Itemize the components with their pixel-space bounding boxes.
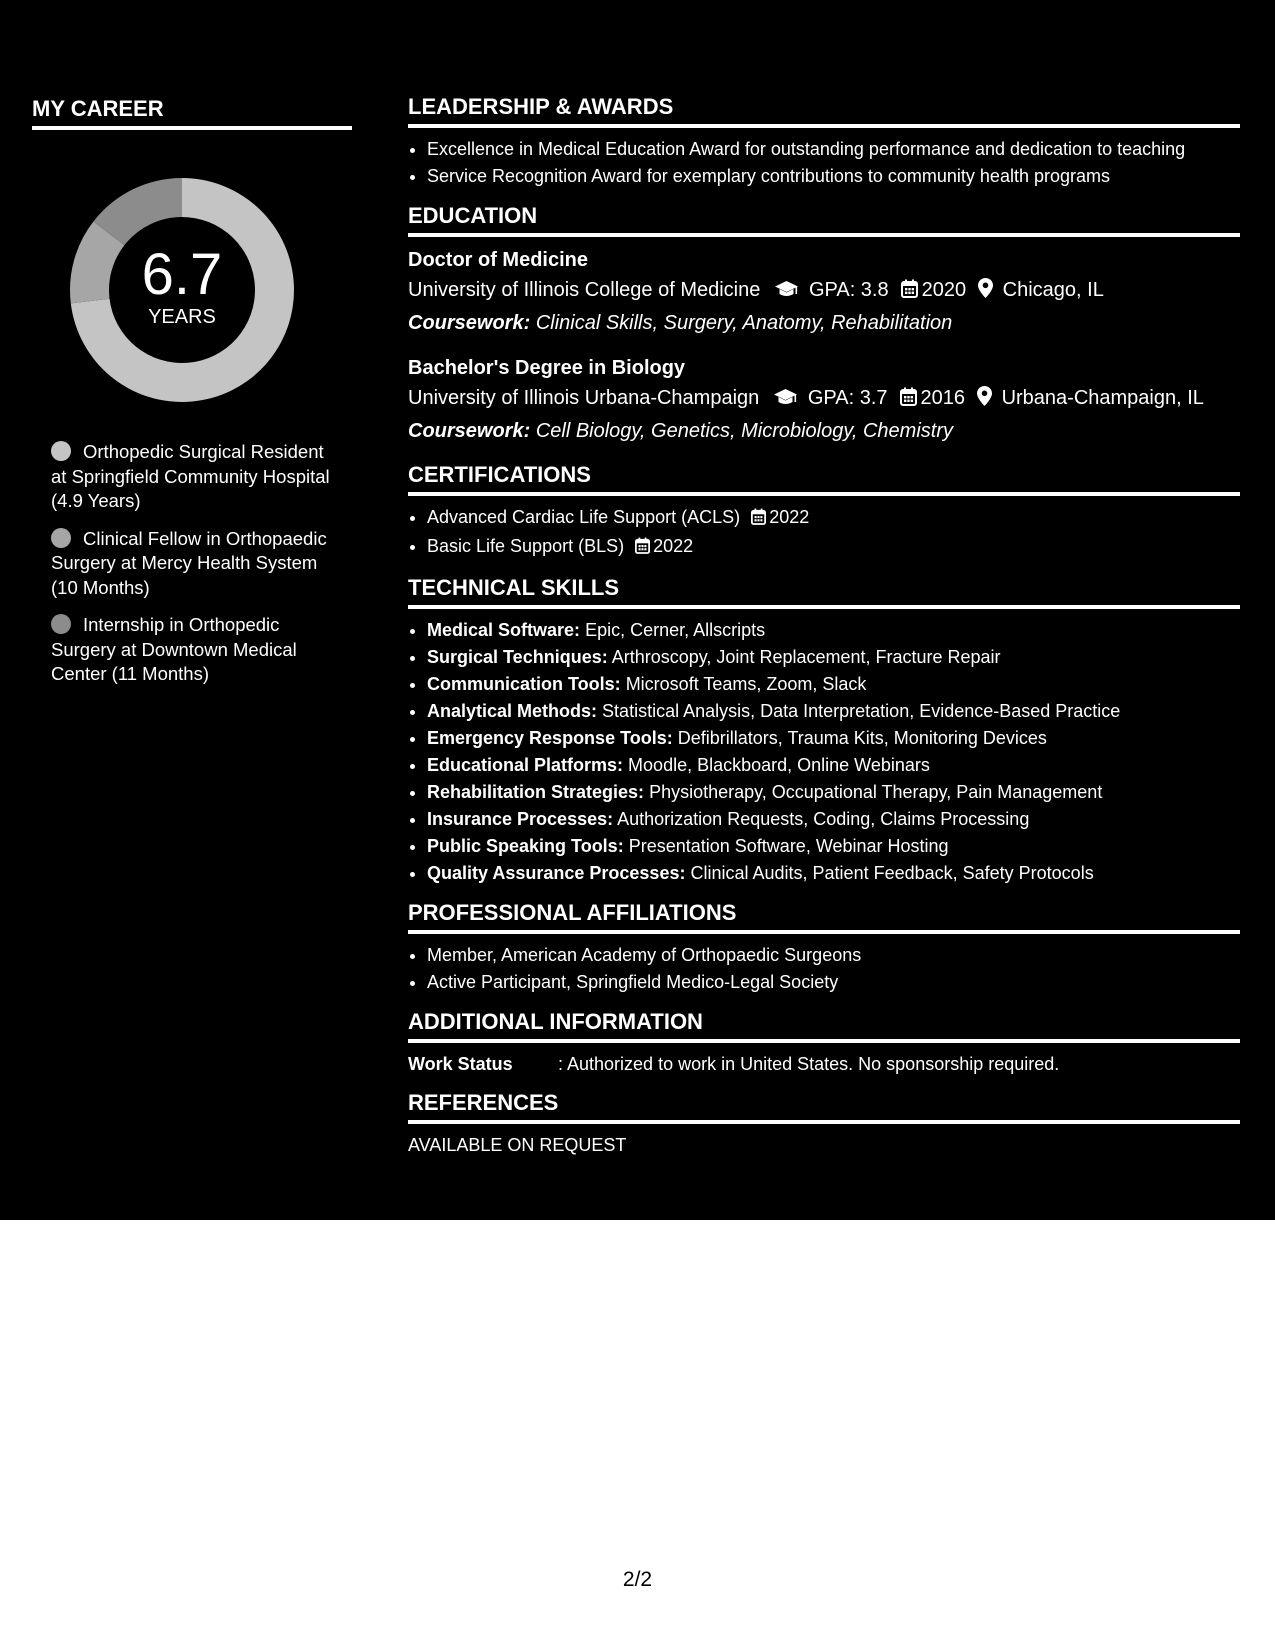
skill-value: Authorization Requests, Coding, Claims Processing <box>617 809 1030 829</box>
career-donut-chart <box>66 174 298 406</box>
graduation-year: 2020 <box>921 279 967 301</box>
location-pin-icon <box>978 277 993 308</box>
additional-info-section <box>408 1008 1240 1077</box>
skill-item <box>427 671 1240 698</box>
skill-item <box>427 752 1240 779</box>
calendar-icon <box>751 506 766 533</box>
skill-value: Microsoft Teams, Zoom, Slack <box>625 674 867 694</box>
section-title: CERTIFICATIONS <box>408 462 591 487</box>
legend-dot <box>51 528 71 548</box>
school-name: University of Illinois Urbana-Champaign <box>408 387 760 409</box>
location-pin-icon <box>977 385 992 416</box>
affiliations-list <box>408 942 1240 996</box>
legend-dot <box>51 614 71 634</box>
career-position-item <box>51 440 331 514</box>
gpa-value: GPA: 3.7 <box>807 387 888 409</box>
work-status-row <box>408 1051 1240 1077</box>
skill-value: Statistical Analysis, Data Interpretation, Evidence-Based Practice <box>602 701 1121 721</box>
skill-item <box>427 644 1240 671</box>
graduation-cap-icon <box>774 277 799 308</box>
skill-label: Emergency Response Tools: <box>427 728 673 748</box>
gpa-value: GPA: 3.8 <box>808 279 889 301</box>
certification-year: 2022 <box>769 507 810 527</box>
calendar-icon <box>901 277 918 308</box>
calendar-icon <box>635 535 650 562</box>
section-rule <box>408 492 1240 496</box>
section-rule <box>408 124 1240 128</box>
total-years-unit: YEARS <box>148 306 216 328</box>
skill-value: Clinical Audits, Patient Feedback, Safety Protocols <box>690 863 1094 883</box>
skill-item <box>427 617 1240 644</box>
section-title: EDUCATION <box>408 203 538 228</box>
total-years-value: 6.7 <box>141 242 223 307</box>
skill-label: Quality Assurance Processes: <box>427 863 686 883</box>
certification-name: Basic Life Support (BLS) <box>427 536 625 556</box>
calendar-icon <box>900 385 917 416</box>
graduation-year: 2016 <box>920 387 965 409</box>
awards-list <box>408 136 1240 190</box>
skill-value: Moodle, Blackboard, Online Webinars <box>628 755 930 775</box>
education-details <box>408 275 1240 308</box>
skill-item <box>427 860 1240 887</box>
skill-label: Insurance Processes: <box>427 809 614 829</box>
legend-dot <box>51 441 71 461</box>
affiliations-section <box>408 899 1240 996</box>
career-title-rule <box>32 126 352 130</box>
references-text: AVAILABLE ON REQUEST <box>408 1135 627 1155</box>
skills-list <box>408 617 1240 887</box>
skill-item <box>427 833 1240 860</box>
graduation-cap-icon <box>773 385 798 416</box>
certifications-list <box>408 504 1240 562</box>
coursework-text: Cell Biology, Genetics, Microbiology, Chemistry <box>535 420 953 442</box>
skill-label: Rehabilitation Strategies: <box>427 782 645 802</box>
certification-name: Advanced Cardiac Life Support (ACLS) <box>427 507 741 527</box>
section-rule <box>408 930 1240 934</box>
career-title: MY CAREER <box>32 96 164 121</box>
work-status-value: : Authorized to work in United States. No sponsorship required. <box>558 1054 1060 1074</box>
education-entry <box>408 245 1240 339</box>
career-positions-list <box>51 440 352 687</box>
section-title: PROFESSIONAL AFFILIATIONS <box>408 900 737 925</box>
certification-item <box>427 533 1240 562</box>
education-section <box>408 202 1240 447</box>
career-position-text: Internship in Orthopedic Surgery at Downtown Medical Center (11 Months) <box>51 614 297 684</box>
section-rule <box>408 233 1240 237</box>
coursework-label: Coursework: <box>408 420 531 442</box>
skill-value: Defibrillators, Trauma Kits, Monitoring Devices <box>677 728 1047 748</box>
education-entry <box>408 353 1240 447</box>
education-details <box>408 383 1240 416</box>
award-item: • Service Recognition Award for exemplary contributions to community health programs <box>427 163 1240 190</box>
affiliation-item: • Member, American Academy of Orthopaedic Surgeons <box>427 942 1240 969</box>
career-position-item <box>51 527 331 601</box>
skill-value: Epic, Cerner, Allscripts <box>585 620 766 640</box>
certification-year: 2022 <box>653 536 694 556</box>
section-title: ADDITIONAL INFORMATION <box>408 1009 703 1034</box>
skill-label: Medical Software: <box>427 620 581 640</box>
award-item: • Excellence in Medical Education Award for outstanding performance and dedication to teaching <box>427 136 1240 163</box>
affiliation-item: • Active Participant, Springfield Medico-Legal Society <box>427 969 1240 996</box>
coursework-line <box>408 308 1240 339</box>
skill-value: Presentation Software, Webinar Hosting <box>628 836 949 856</box>
school-name: University of Illinois College of Medicine <box>408 279 761 301</box>
career-position-item <box>51 613 331 687</box>
skill-value: Physiotherapy, Occupational Therapy, Pain Management <box>649 782 1103 802</box>
degree-name: Doctor of Medicine <box>408 249 589 271</box>
section-rule <box>408 1120 1240 1124</box>
section-rule <box>408 1039 1240 1043</box>
certification-item <box>427 504 1240 533</box>
coursework-label: Coursework: <box>408 312 531 334</box>
section-title: TECHNICAL SKILLS <box>408 575 620 600</box>
skill-label: Surgical Techniques: <box>427 647 608 667</box>
degree-name: Bachelor's Degree in Biology <box>408 357 686 379</box>
school-location: Urbana-Champaign, IL <box>1001 387 1204 409</box>
certifications-section <box>408 461 1240 562</box>
school-location: Chicago, IL <box>1002 279 1104 301</box>
leadership-section <box>408 93 1240 190</box>
coursework-text: Clinical Skills, Surgery, Anatomy, Rehabilitation <box>535 312 953 334</box>
skill-item <box>427 806 1240 833</box>
skill-item <box>427 698 1240 725</box>
section-title: LEADERSHIP & AWARDS <box>408 94 674 119</box>
career-position-text: Orthopedic Surgical Resident at Springfield Community Hospital (4.9 Years) <box>51 441 330 511</box>
skill-label: Analytical Methods: <box>427 701 598 721</box>
skill-value: Arthroscopy, Joint Replacement, Fracture Repair <box>611 647 1001 667</box>
career-position-text: Clinical Fellow in Orthopaedic Surgery at Mercy Health System (10 Months) <box>51 527 327 598</box>
page-number: 2/2 <box>622 1568 653 1591</box>
main-content <box>408 93 1240 1170</box>
work-status-label: Work Status <box>408 1054 513 1074</box>
career-sidebar <box>32 96 352 700</box>
references-section <box>408 1089 1240 1158</box>
skill-label: Educational Platforms: <box>427 755 624 775</box>
donut-center <box>66 174 298 329</box>
skill-label: Public Speaking Tools: <box>427 836 624 856</box>
skill-item <box>427 725 1240 752</box>
skill-item <box>427 779 1240 806</box>
coursework-line <box>408 416 1240 447</box>
section-title: REFERENCES <box>408 1090 559 1115</box>
section-rule <box>408 605 1240 609</box>
skill-label: Communication Tools: <box>427 674 621 694</box>
skills-section <box>408 574 1240 887</box>
